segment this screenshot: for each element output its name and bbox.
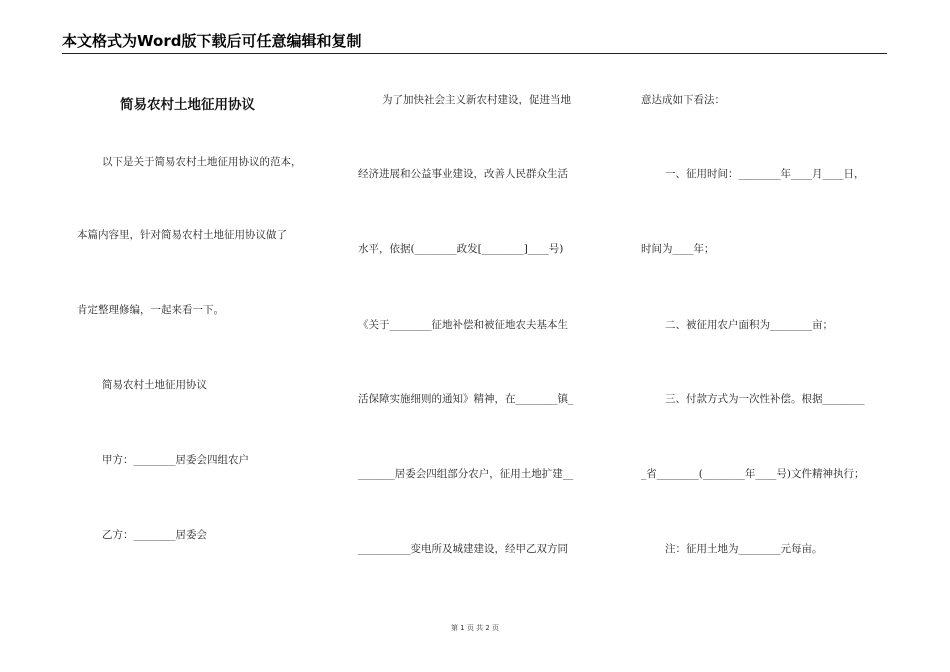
page-number: 第 1 页 共 2 页 — [450, 624, 500, 632]
col1-line-3: 肯定整理修编，一起来看一下。 — [77, 304, 224, 316]
col1-line-1: 以下是关于简易农村土地征用协议的范本， — [102, 156, 302, 168]
col2-line-6: _______居委会四组部分农户，征用土地扩建__ — [358, 468, 574, 480]
document-title: 简易农村土地征用协议 — [120, 97, 255, 113]
col2-line-5: 活保障实施细则的通知》精神，在________镇_ — [358, 393, 574, 405]
col2-line-7: __________变电所及城建建设，经甲乙双方同 — [358, 543, 568, 555]
col1-line-6: 乙方：________居委会 — [102, 529, 207, 541]
col2-line-3: 水平，依据(________政发[________]____号) — [358, 243, 564, 255]
col3-line-7: 注：征用土地为________元每亩。 — [665, 543, 823, 555]
col2-line-4: 《关于________征地补偿和被征地农夫基本生 — [358, 319, 568, 331]
col3-line-6: _省________(________年____号)文件精神执行； — [641, 468, 865, 480]
col2-line-2: 经济进展和公益事业建设，改善人民群众生活 — [358, 168, 568, 180]
col3-line-5: 三、付款方式为一次性补偿。根据________ — [665, 393, 865, 405]
col3-line-2: 一、征用时间：________年____月____日， — [665, 168, 865, 180]
col1-line-5: 甲方：________居委会四组农户 — [102, 454, 249, 466]
document-header: 本文格式为Word版下载后可任意编辑和复制 — [62, 30, 887, 54]
col3-line-1: 意达成如下看法： — [641, 94, 725, 106]
col3-line-3: 时间为____年； — [641, 243, 715, 255]
col3-line-4: 二、被征用农户面积为________亩； — [665, 319, 833, 331]
col1-line-4: 简易农村土地征用协议 — [102, 379, 207, 391]
col2-line-1: 为了加快社会主义新农村建设，促进当地 — [382, 94, 571, 106]
col1-line-2: 本篇内容里，针对简易农村土地征用协议做了 — [77, 229, 287, 241]
